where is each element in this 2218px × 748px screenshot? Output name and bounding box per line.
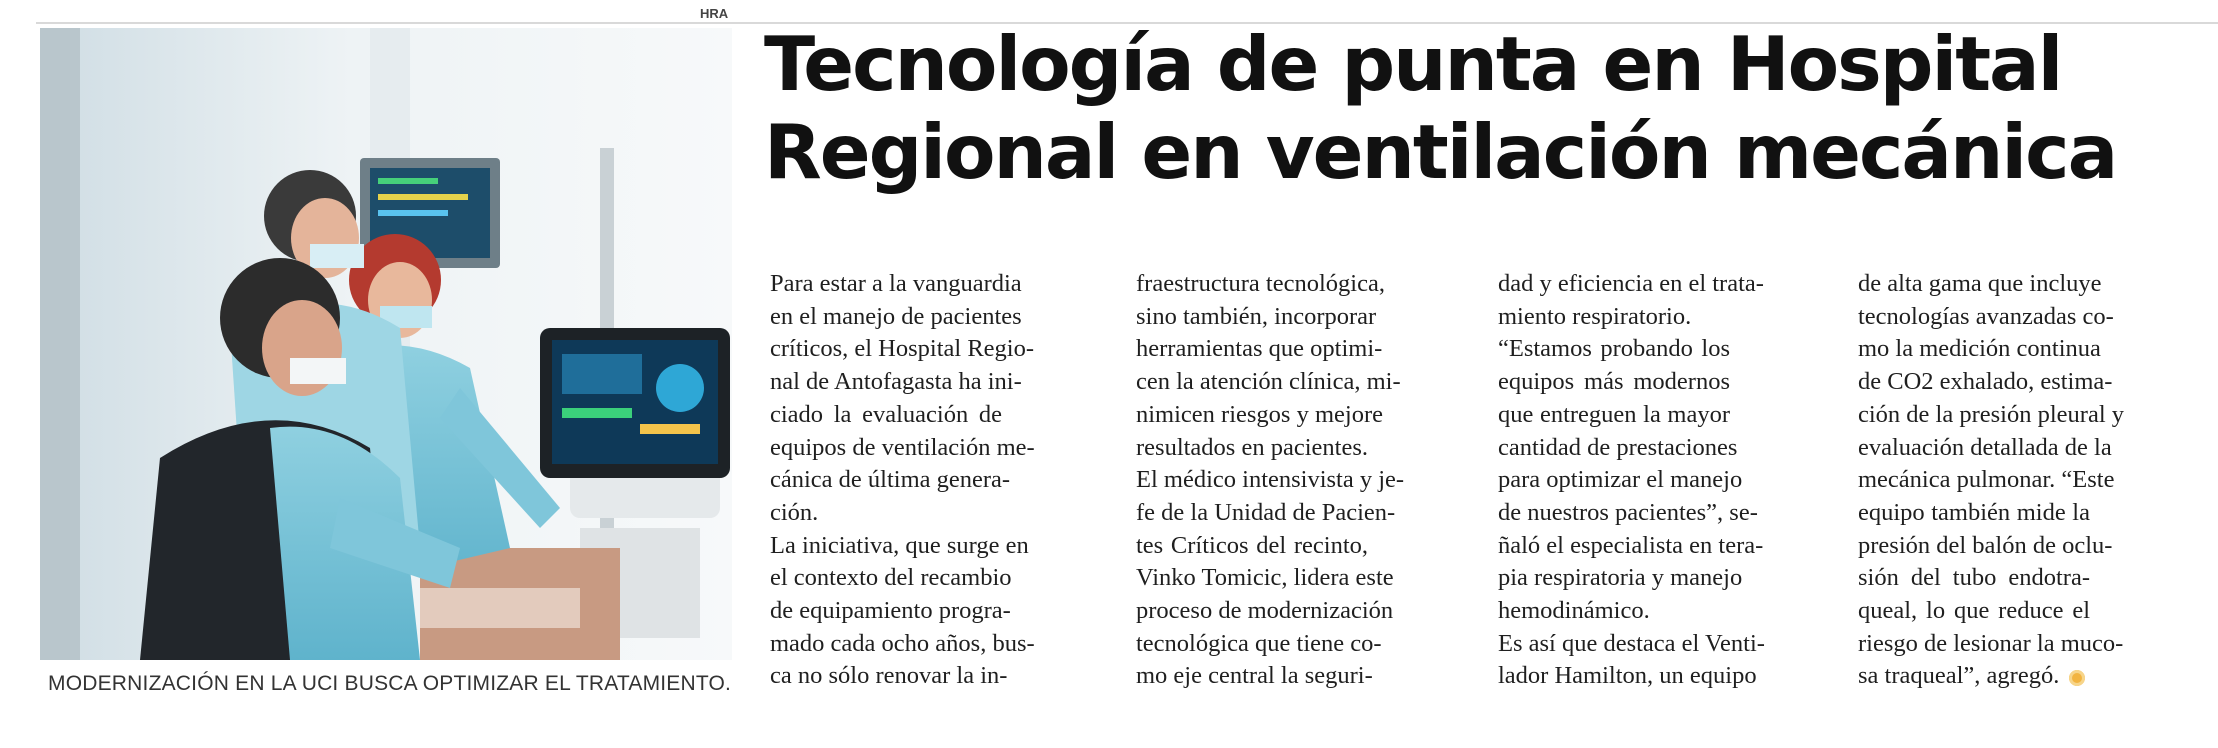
text-line: mecánica pulmonar. “Este [1858,466,2115,494]
body-column-2 [1136,268,1405,693]
text-line: sino también, incorporar [1136,302,1377,330]
text-line: tecnologías avanzadas co- [1858,302,2114,330]
text-line: ción de la presión pleural y [1858,400,2125,428]
text-line: equipos más modernos [1498,368,1730,396]
text-line-final [1858,660,2090,693]
text-line: pia respiratoria y manejo [1498,564,1743,592]
text-line: hemodinámico. [1498,597,1650,625]
headline-line-1: Tecnología de punta en Hospital [764,20,2062,108]
text-line: ñaló el especialista en tera- [1498,531,1764,559]
body-column-4 [1858,268,2125,693]
text-line: mo la medición continua [1858,335,2101,363]
text-line: “Estamos probando los [1498,335,1730,363]
photo-caption: MODERNIZACIÓN EN LA UCI BUSCA OPTIMIZAR EL TRATAMIENTO. [48,672,732,695]
text-line: ca no sólo renovar la in- [770,662,1008,690]
text-line: fe de la Unidad de Pacien- [1136,498,1396,526]
text-line: en el manejo de pacientes [770,302,1022,330]
text-line: queal, lo que reduce el [1858,597,2090,625]
text-line: evaluación detallada de la [1858,433,2112,461]
text-line: ciado la evaluación de [770,400,1002,428]
end-of-article-icon [2069,670,2085,686]
text-line: equipos de ventilación me- [770,433,1035,461]
text-line: de alta gama que incluye [1858,270,2102,297]
final-sentence: sa traqueal”, agregó. [1858,662,2060,690]
text-line: cantidad de prestaciones [1498,433,1738,461]
text-line: miento respiratorio. [1498,302,1692,330]
text-line: cánica de última genera- [770,466,1011,494]
headline-line-2: Regional en ventilación mecánica [764,108,2117,196]
text-line: ción. [770,498,819,526]
text-line: La iniciativa, que surge en [770,531,1029,559]
text-line: tecnológica que tiene co- [1136,629,1382,657]
text-line: fraestructura tecnológica, [1136,270,1385,297]
text-line: que entreguen la mayor [1498,400,1730,428]
text-line: de equipamiento progra- [770,597,1011,625]
text-line: resultados en pacientes. [1136,433,1368,461]
text-line: lador Hamilton, un equipo [1498,662,1757,690]
text-line: de CO2 exhalado, estima- [1858,368,2113,396]
text-line: sión del tubo endotra- [1858,564,2090,592]
text-line: Para estar a la vanguardia [770,270,1022,297]
text-line: de nuestros pacientes”, se- [1498,498,1758,526]
photo-illustration [40,28,732,660]
headline [764,20,2204,196]
body-column-3 [1498,268,1765,693]
text-line: dad y eficiencia en el trata- [1498,270,1764,297]
text-line: proceso de modernización [1136,597,1394,625]
text-line: mo eje central la seguri- [1136,662,1373,690]
text-line: Vinko Tomicic, lidera este [1136,564,1394,592]
photo-credit: HRA [700,6,729,21]
article-photo [40,28,732,660]
text-line: el contexto del recambio [770,564,1012,592]
text-line: El médico intensivista y je- [1136,466,1405,494]
body-column-1 [770,268,1035,693]
text-line: riesgo de lesionar la muco- [1858,629,2124,657]
text-line: Es así que destaca el Venti- [1498,629,1765,657]
text-line: mado cada ocho años, bus- [770,629,1035,657]
text-line: críticos, el Hospital Regio- [770,335,1034,363]
text-line: nal de Antofagasta ha ini- [770,368,1022,396]
text-line: herramientas que optimi- [1136,335,1383,363]
text-line: nimicen riesgos y mejore [1136,400,1383,428]
text-line: para optimizar el manejo [1498,466,1743,494]
text-line: tes Críticos del recinto, [1136,531,1368,559]
text-line: presión del balón de oclu- [1858,531,2113,559]
text-line: cen la atención clínica, mi- [1136,368,1401,396]
text-line: equipo también mide la [1858,498,2090,526]
